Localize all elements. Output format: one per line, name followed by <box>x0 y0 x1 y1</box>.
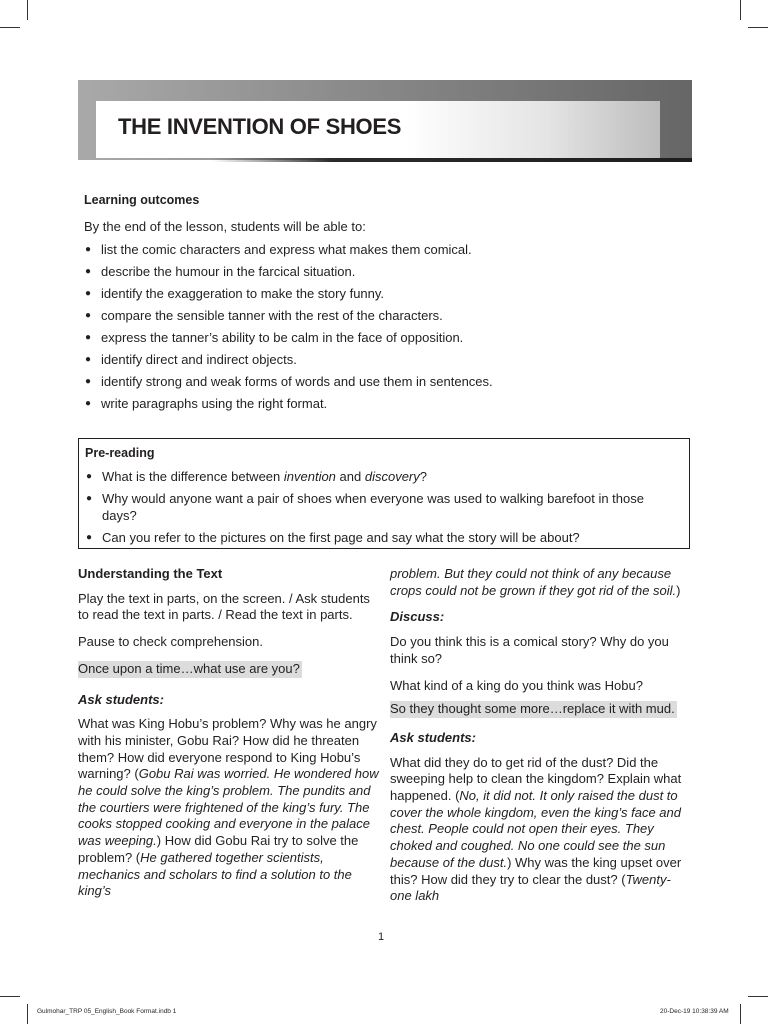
answer-text: Gobu Rai was worried. He wondered how he could solve the king’s problem. The pundits and the courtiers were frightened of the king’s fury. The cooks stopped cooking and everyone in the palace was weeping. <box>78 766 379 849</box>
page-title: THE INVENTION OF SHOES <box>118 114 402 139</box>
crop-mark <box>740 0 741 20</box>
highlighted-text: Once upon a time…what use are you? <box>78 660 300 676</box>
term-discovery: discovery <box>364 469 420 484</box>
list-item: ● express the tanner’s ability to be calm in the face of opposition. <box>84 329 684 351</box>
paragraph <box>78 716 380 900</box>
paragraph: Pause to check comprehension. <box>78 634 263 650</box>
pre-reading-box <box>78 438 690 549</box>
page-number: 1 <box>378 931 385 943</box>
crop-mark <box>740 1004 741 1024</box>
list-item: ● compare the sensible tanner with the rest of the characters. <box>84 307 684 329</box>
pre-reading-list <box>85 468 675 551</box>
question-text: ? <box>419 469 427 484</box>
crop-mark <box>0 996 20 997</box>
crop-mark <box>27 0 28 20</box>
paragraph <box>390 566 692 599</box>
left-column <box>78 566 380 900</box>
term-invention: invention <box>283 469 336 484</box>
answer-text: He gathered together scientists, mechanics and scholars to find a solution to the king’s <box>78 849 352 899</box>
question-text: What is the difference between <box>102 469 284 484</box>
list-item: ● describe the humour in the farcical situation. <box>84 263 684 285</box>
paragraph: Play the text in parts, on the screen. / Ask students to read the text in parts. / Read the text in parts. <box>78 590 370 623</box>
list-item: ● Can you refer to the pictures on the first page and say what the story will be about? <box>85 529 675 546</box>
ask-students-heading: Ask students: <box>390 729 476 745</box>
question-text: What was King Hobu’s problem? Why was he angry with his minister, Gobu Rai? How did he threaten them? How did everyone respond to King Hobu’s warning? ( <box>78 716 377 782</box>
crop-mark <box>27 1004 28 1024</box>
paragraph: Do you think this is a comical story? Why do you think so? <box>390 634 669 666</box>
list-item: ● list the comic characters and express what makes them comical. <box>84 241 684 263</box>
paragraph: What kind of a king do you think was Hobu? <box>390 677 643 693</box>
answer-text: problem. But they could not think of any because crops could not be grown if they got rid of the soil. <box>390 566 677 598</box>
discuss-heading: Discuss: <box>390 609 445 625</box>
highlighted-text: So they thought some more…replace it with mud. <box>390 701 675 717</box>
pre-reading-heading: Pre-reading <box>85 446 155 460</box>
question-text: What did they do to get rid of the dust? Did the sweeping help to clean the kingdom? Explain what happened. ( <box>390 754 682 804</box>
footer-file-name: Gulmohar_TRP 05_English_Book Format.indb 1 <box>37 1008 177 1015</box>
crop-mark <box>748 996 768 997</box>
list-item <box>85 468 675 485</box>
ask-students-heading: Ask students: <box>78 691 164 707</box>
learning-outcomes-heading: Learning outcomes <box>84 193 200 207</box>
paragraph <box>390 755 692 905</box>
footer-timestamp: 20-Dec-19 10:38:39 AM <box>660 1008 729 1015</box>
crop-mark <box>748 27 768 28</box>
answer-text: Twenty-one lakh <box>390 871 671 904</box>
learning-outcomes-intro: By the end of the lesson, students will be able to: <box>84 219 366 234</box>
crop-mark <box>0 27 20 28</box>
right-column <box>390 566 692 905</box>
highlight-line <box>78 661 380 678</box>
answer-text: No, it did not. It only raised the dust to cover the whole kingdom, even the king’s face and chest. People could not open their eyes. They choked and coughed. No one could see the sun because of the dust. <box>390 788 681 870</box>
highlight-line <box>390 701 692 718</box>
title-underline <box>212 158 692 162</box>
list-item: ● Why would anyone want a pair of shoes when everyone was used to walking barefoot in those days? <box>85 490 675 524</box>
list-item: ● identify direct and indirect objects. <box>84 351 684 373</box>
question-text: ) How did Gobu Rai try to solve the problem? ( <box>78 833 359 865</box>
question-text: ) <box>676 582 681 598</box>
list-item: ● write paragraphs using the right format. <box>84 395 684 417</box>
section-heading: Understanding the Text <box>78 566 223 581</box>
question-text: ) Why was the king upset over this? How did they try to clear the dust? ( <box>390 854 682 887</box>
list-item: ● identify strong and weak forms of words and use them in sentences. <box>84 373 684 395</box>
learning-outcomes-list <box>84 241 684 417</box>
question-text: and <box>335 469 365 484</box>
list-item: ● identify the exaggeration to make the story funny. <box>84 285 684 307</box>
